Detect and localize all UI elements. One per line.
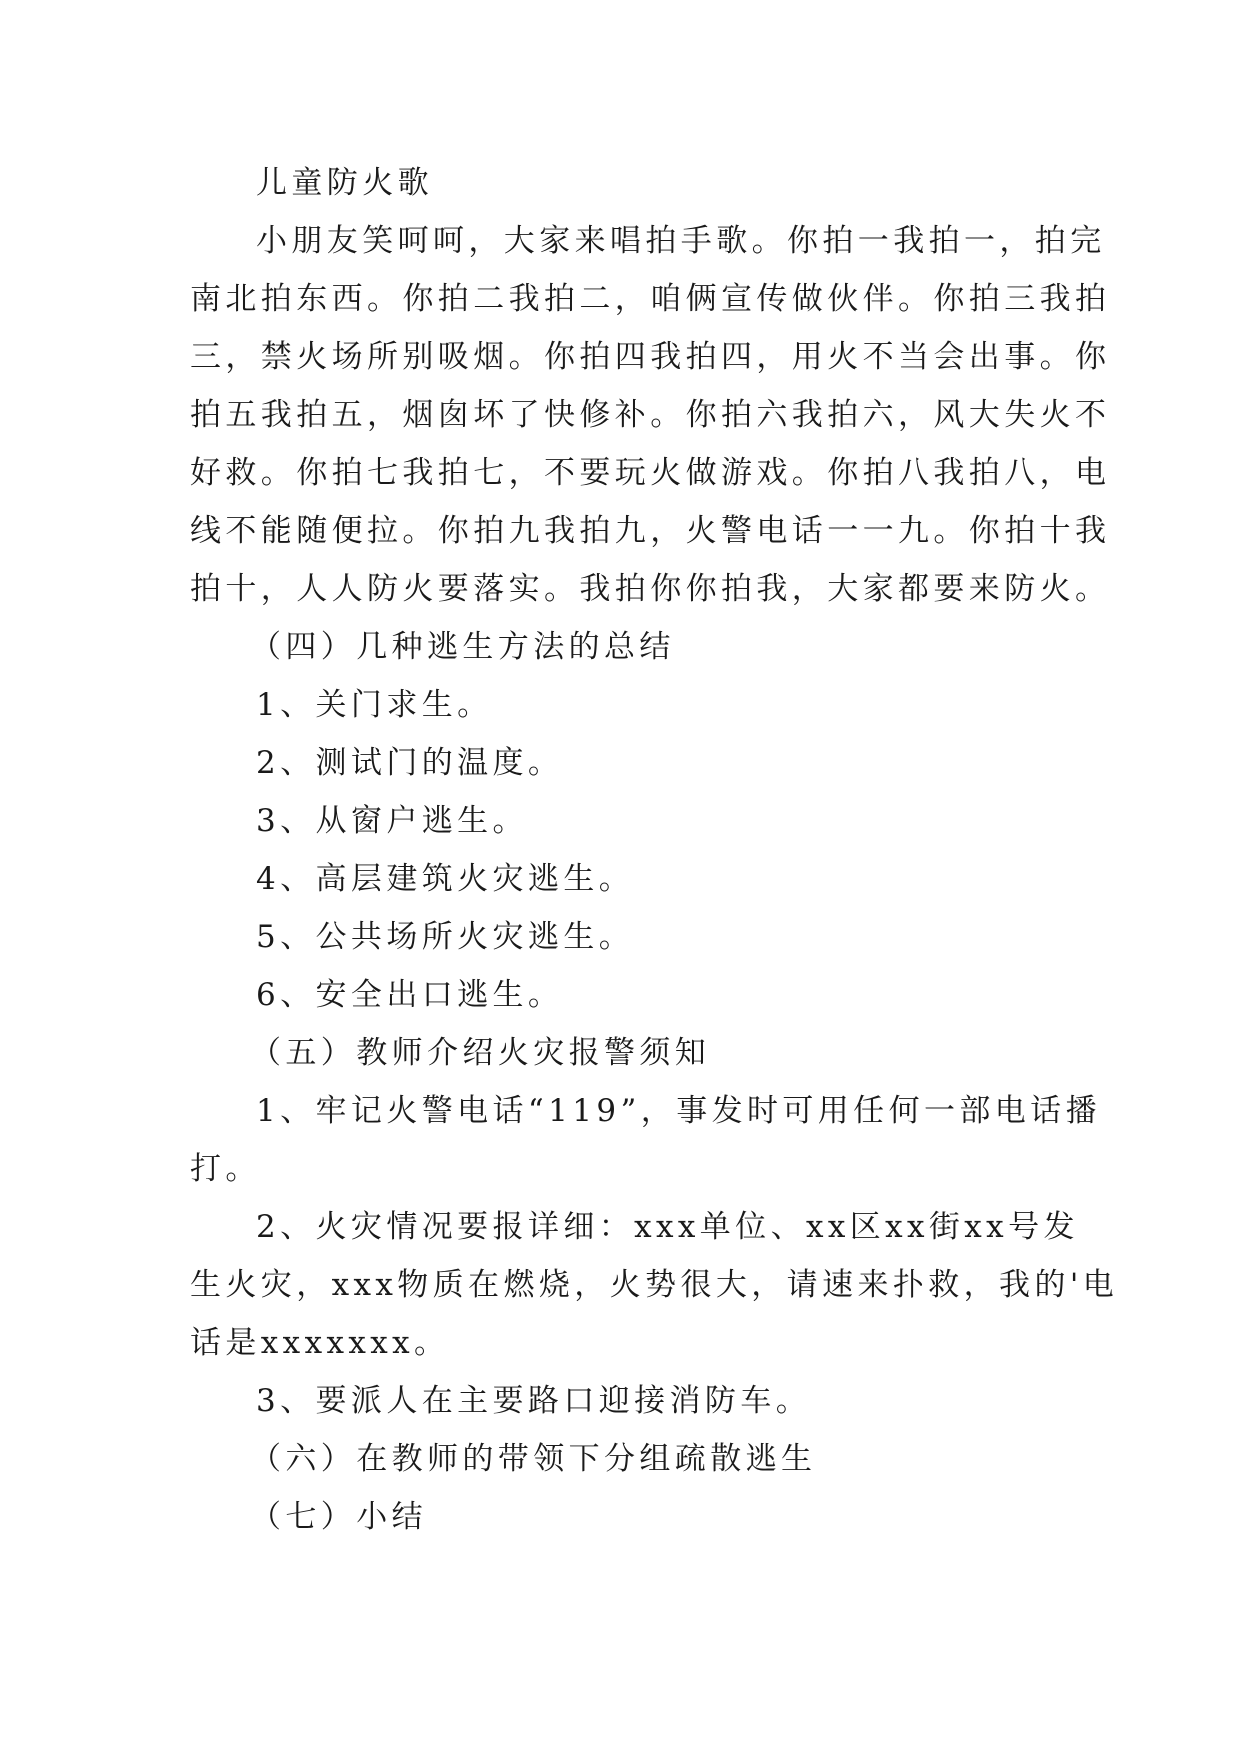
- paragraph-line: 线不能随便拉。你拍九我拍九，火警电话一一九。你拍十我: [190, 513, 1111, 549]
- list-item-continuation: 生火灾，xxx物质在燃烧，火势很大，请速来扑救，我的'电: [190, 1267, 1119, 1303]
- list-item-continuation: 话是xxxxxxx。: [190, 1325, 450, 1361]
- list-item: 4、高层建筑火灾逃生。: [256, 861, 635, 897]
- list-item: 6、安全出口逃生。: [256, 977, 564, 1013]
- list-item: 1、关门求生。: [256, 687, 493, 723]
- list-item-continuation: 打。: [190, 1151, 261, 1187]
- paragraph-line: 南北拍东西。你拍二我拍二，咱俩宣传做伙伴。你拍三我拍: [190, 281, 1111, 317]
- list-item: 2、火灾情况要报详细：xxx单位、xx区xx街xx号发: [256, 1209, 1079, 1245]
- song-title: 儿童防火歌: [256, 165, 433, 201]
- list-item: 1、牢记火警电话“119”，事发时可用任何一部电话播: [256, 1093, 1101, 1129]
- paragraph-line: 拍十，人人防火要落实。我拍你你拍我，大家都要来防火。: [190, 571, 1111, 607]
- list-item: 3、从窗户逃生。: [256, 803, 528, 839]
- section-heading: （七）小结: [250, 1499, 427, 1535]
- paragraph-line: 小朋友笑呵呵，大家来唱拍手歌。你拍一我拍一，拍完: [256, 223, 1106, 259]
- paragraph-line: 拍五我拍五，烟囱坏了快修补。你拍六我拍六，风大失火不: [190, 397, 1111, 433]
- paragraph-line: 好救。你拍七我拍七，不要玩火做游戏。你拍八我拍八，电: [190, 455, 1111, 491]
- list-item: 2、测试门的温度。: [256, 745, 564, 781]
- document-body: [190, 154, 1119, 1546]
- list-item: 5、公共场所火灾逃生。: [256, 919, 635, 955]
- section-heading: （四）几种逃生方法的总结: [250, 629, 675, 665]
- paragraph-line: 三，禁火场所别吸烟。你拍四我拍四，用火不当会出事。你: [190, 339, 1111, 375]
- section-heading: （六）在教师的带领下分组疏散逃生: [250, 1441, 817, 1477]
- list-item: 3、要派人在主要路口迎接消防车。: [256, 1383, 812, 1419]
- section-heading: （五）教师介绍火灾报警须知: [250, 1035, 711, 1071]
